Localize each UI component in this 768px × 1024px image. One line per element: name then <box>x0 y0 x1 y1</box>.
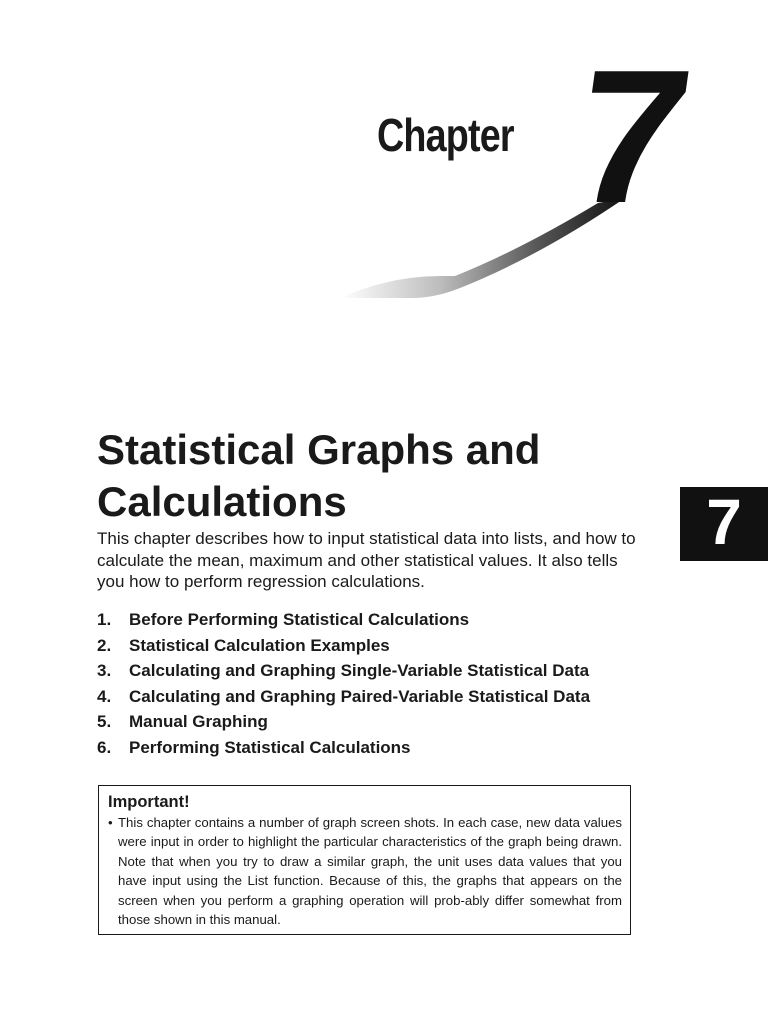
table-of-contents <box>97 607 590 761</box>
toc-item-label: Performing Statistical Calculations <box>129 737 411 757</box>
chapter-intro: This chapter describes how to input statistical data into lists, and how to calculate the mean, maximum and other statistical values. It also tells you how to perform regression calculations. <box>97 529 636 591</box>
toc-item <box>97 709 590 735</box>
toc-item-number: 2. <box>97 635 112 655</box>
page-title: Statistical Graphs and Calculations <box>97 426 541 525</box>
toc-item-label: Statistical Calculation Examples <box>129 635 390 655</box>
toc-item-number: 1. <box>97 610 112 629</box>
bullet-marker: • <box>108 815 113 830</box>
chapter-label: Chapter <box>377 109 514 161</box>
toc-item <box>97 607 590 633</box>
toc-item-number: 6. <box>97 737 112 757</box>
important-text: This chapter contains a number of graph screen shots. In each case, new data values were input in order to highlight the particular characteristics of the graph being drawn. Note that when you try to draw a similar graph, the unit uses data values that you have input using the List function. Because of this, the graphs that appears on the screen when you perform a graphing operation will prob-ably differ somewhat from those shown in this manual. <box>118 815 622 928</box>
toc-item-label: Calculating and Graphing Single-Variable Statistical Data <box>129 661 590 681</box>
side-tab-number: 7 <box>706 486 742 558</box>
toc-item <box>97 684 590 710</box>
toc-item <box>97 735 590 761</box>
important-note-box <box>98 785 631 935</box>
toc-item <box>97 658 590 684</box>
toc-item-number: 3. <box>97 661 112 681</box>
toc-item <box>97 633 590 659</box>
chapter-number: 7 <box>562 31 703 243</box>
toc-item-label: Before Performing Statistical Calculations <box>129 610 470 629</box>
toc-item-label: Calculating and Graphing Paired-Variable Statistical Data <box>129 686 591 706</box>
important-heading: Important! <box>108 793 190 811</box>
toc-item-number: 5. <box>97 712 112 732</box>
important-bullet-item <box>108 813 622 929</box>
toc-item-number: 4. <box>97 686 112 706</box>
chapter-number-graphic <box>330 31 703 310</box>
toc-item-label: Manual Graphing <box>129 712 268 732</box>
chapter-side-tab <box>680 487 768 561</box>
